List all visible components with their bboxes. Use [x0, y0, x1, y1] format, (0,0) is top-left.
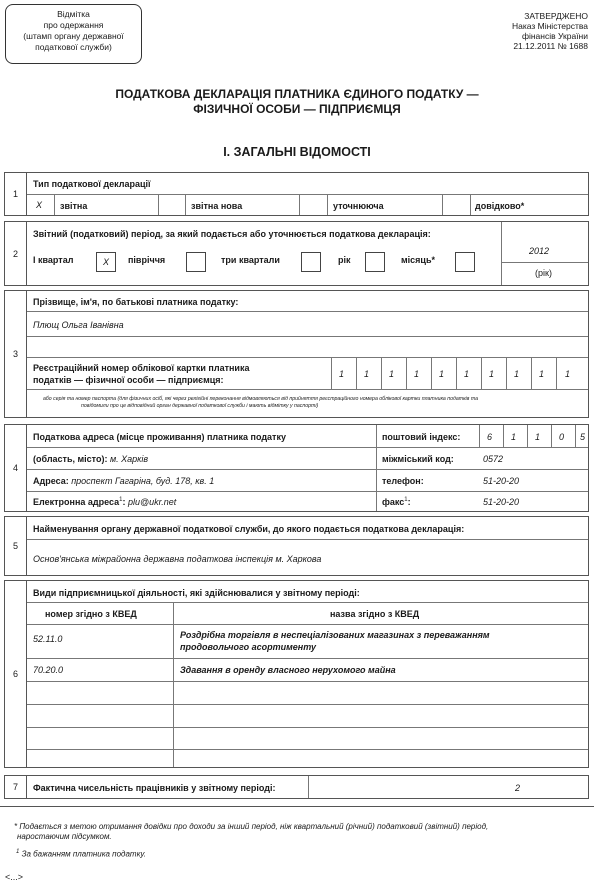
street-label: Адреса: [33, 476, 72, 486]
kved-name[interactable]: Здавання в оренду власного нерухомого майна [180, 665, 396, 675]
postal-digit[interactable]: 5 [580, 432, 586, 442]
section-5 [4, 516, 589, 576]
period-year-caption: (рік) [535, 268, 552, 278]
period-year: рік [338, 255, 351, 265]
reg-digit[interactable]: 1 [514, 369, 520, 379]
type-new-reporting: звітна нова [191, 201, 243, 211]
section-4: 4 Податкова адреса (місце проживання) платника податку (область, місто): м. Харків Адреса: проспект Гагаріна, буд. 178, кв. 1 Електронна адреса$^1$: plu@ukr.net поштовий індекс: 6 1 1 0 5 міжміський код: 0572 телефон: 51-20-20 факс$^1$: 51-20-20 [4, 424, 589, 512]
section-title: І. ЗАГАЛЬНІ ВІДОМОСТІ [223, 145, 371, 159]
row-number: 2 [5, 222, 27, 285]
period-nine-months: три квартали [221, 255, 280, 265]
fax-footnote-mark: 1 [404, 497, 408, 503]
footnote-2-text: За бажанням платника податку. [21, 849, 147, 859]
period-q1: І квартал [33, 255, 74, 265]
tax-office-label: Найменування органу державної податкової служби, до якого подається податкова декларація: [33, 524, 465, 534]
row-number: 6 [5, 581, 27, 767]
reg-digit[interactable]: 1 [464, 369, 470, 379]
footnote-1 [14, 822, 488, 842]
kved-name-cont[interactable]: продовольчого асортименту [180, 642, 317, 652]
postal-digit[interactable]: 1 [511, 432, 517, 442]
kved-name-header: назва згідно з КВЕД [330, 609, 420, 619]
approval-line: 21.12.2011 № 1688 [513, 41, 588, 51]
tax-office-value[interactable]: Основ'янська міжрайонна державна податкова інспекція м. Харкова [33, 554, 322, 564]
row-number: 5 [5, 517, 27, 575]
passport-note-1: або серія та номер паспорта (для фізичних осіб, які через релігійні переконання відмовляються від прийняття реєстраційного номера облікової картки платника податків та [43, 396, 478, 402]
postal-code-label: поштовий індекс: [382, 432, 461, 442]
row-number: 1 [5, 173, 27, 215]
postal-digit[interactable]: 0 [559, 432, 565, 442]
reg-number-label-1: Реєстраційний номер облікової картки платника [33, 363, 250, 373]
approval-line: ЗАТВЕРДЖЕНО [524, 11, 588, 21]
taxpayer-name-label: Прізвище, ім'я, по батькові платника податку: [33, 297, 239, 307]
approval-line: фінансів України [521, 31, 588, 41]
reg-digit[interactable]: 1 [364, 369, 370, 379]
footnote-1-line-2: наростаючим підсумком. [17, 832, 112, 841]
reg-digit[interactable]: 1 [414, 369, 420, 379]
period-year-box[interactable] [365, 252, 385, 272]
title-line-1: ПОДАТКОВА ДЕКЛАРАЦІЯ ПЛАТНИКА ЄДИНОГО ПОДАТКУ — [115, 87, 479, 101]
type-clarifying: уточнююча [333, 201, 384, 211]
period-nine-months-box[interactable] [301, 252, 321, 272]
type-reporting: звітна [60, 201, 88, 211]
activities-label: Види підприємницької діяльності, які здійснювалися у звітному періоді: [33, 588, 360, 598]
reg-digit[interactable]: 1 [489, 369, 495, 379]
period-half-year: півріччя [128, 255, 166, 265]
kved-code[interactable]: 52.11.0 [33, 634, 63, 644]
employees-label: Фактична чисельність працівників у звітному періоді: [33, 783, 276, 793]
stamp-line: про одержання [43, 20, 104, 30]
reg-digit[interactable]: 1 [439, 369, 445, 379]
email-value[interactable]: plu@ukr.net [127, 497, 177, 507]
period-year-value[interactable]: 2012 [529, 246, 550, 256]
footnote-2 [16, 847, 146, 860]
region-value[interactable]: м. Харків [109, 454, 149, 464]
reg-digit[interactable]: 1 [539, 369, 545, 379]
city-code-label: міжміський код: [382, 454, 454, 464]
period-label: Звітний (податковий) період, за який подається або уточнюється податкова декларація: [33, 229, 431, 239]
omission-mark: <...> [5, 872, 24, 882]
postal-digit[interactable]: 1 [535, 432, 541, 442]
kved-name[interactable]: Роздрібна торгівля в неспеціалізованих магазинах з переважанням [180, 630, 490, 640]
kved-code-header: номер згідно з КВЕД [45, 609, 137, 619]
kved-code[interactable]: 70.20.0 [33, 665, 64, 675]
reg-digit[interactable]: 1 [339, 369, 345, 379]
period-month: місяць* [401, 255, 435, 265]
row-number: 3 [5, 291, 27, 417]
approval-block [512, 11, 588, 51]
phone-value[interactable]: 51-20-20 [483, 476, 520, 486]
stamp-line: Відмітка [57, 9, 90, 19]
reg-digit[interactable]: 1 [565, 369, 571, 379]
row-number: 7 [5, 776, 27, 798]
phone-label: телефон: [382, 476, 424, 486]
footnote-2-mark: 1 [16, 849, 20, 855]
fax-label: факс [382, 497, 405, 507]
section-2 [4, 221, 589, 286]
section-1 [4, 172, 589, 216]
region-label: (область, місто): [33, 454, 110, 464]
period-q1-box[interactable]: X [96, 252, 116, 272]
declaration-type-label: Тип податкової декларації [33, 179, 151, 189]
email-label: Електронна адреса [33, 497, 120, 507]
reg-number-label-2: податків — фізичної особи — підприємця: [33, 375, 224, 385]
section-3 [4, 290, 589, 418]
stamp-line: (штамп органу державної [23, 31, 124, 41]
period-month-box[interactable] [455, 252, 475, 272]
passport-note-2: повідомили про це відповідний орган державної податкової служби і мають відмітку у паспорті) [81, 403, 319, 409]
fax-value[interactable]: 51-20-20 [483, 497, 520, 507]
type-reference: довідково* [475, 201, 525, 211]
section-7 [4, 775, 589, 799]
section-6 [4, 580, 589, 768]
city-code-value[interactable]: 0572 [483, 454, 504, 464]
footnote-1-line-1: * Подається з метою отримання довідки про доходи за інший період, ніж квартальний (річний) податковий (звітний) період, [14, 822, 489, 831]
type-mark[interactable]: X [36, 200, 43, 210]
street-value[interactable]: проспект Гагаріна, буд. 178, кв. 1 [71, 476, 215, 486]
period-half-year-box[interactable] [186, 252, 206, 272]
approval-line: Наказ Міністерства [511, 21, 588, 31]
stamp-line: податкової служби) [35, 42, 112, 52]
reg-digit[interactable]: 1 [389, 369, 395, 379]
postal-digit[interactable]: 6 [487, 432, 493, 442]
employees-value[interactable]: 2 [515, 783, 521, 793]
title-line-2: ФІЗИЧНОЇ ОСОБИ — ПІДПРИЄМЦЯ [193, 102, 401, 116]
row-number: 4 [5, 425, 27, 511]
email-footnote-mark: 1 [119, 497, 123, 503]
tax-address-label: Податкова адреса (місце проживання) платника податку [33, 432, 286, 442]
stamp-box [5, 4, 142, 64]
taxpayer-name-value[interactable]: Плющ Ольга Іванівна [33, 320, 124, 330]
document-title [0, 87, 594, 117]
